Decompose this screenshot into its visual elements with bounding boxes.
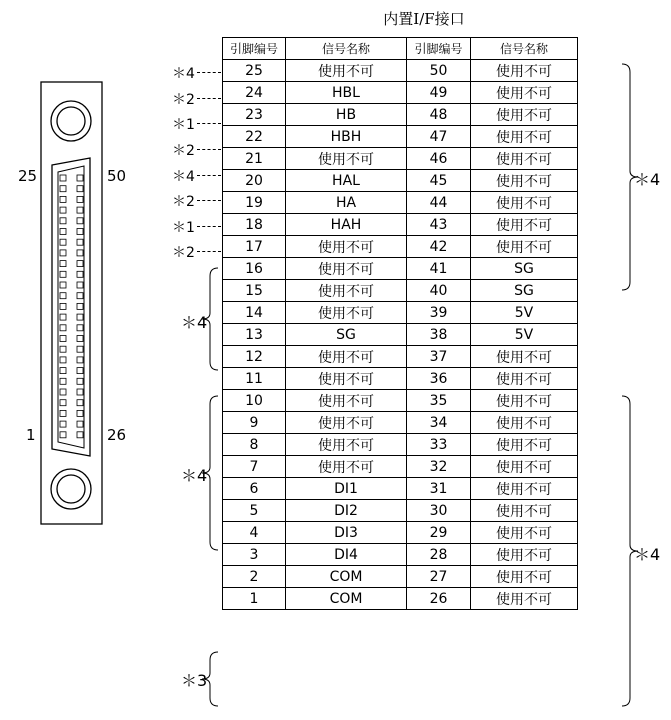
- connector-pin: [77, 303, 83, 309]
- pin-number-cell: 49: [407, 82, 471, 104]
- row-note-label: ＊2: [172, 194, 195, 211]
- signal-name-cell: HBL: [286, 82, 407, 104]
- connector-pin: [77, 325, 83, 331]
- signal-name-cell: 使用不可: [471, 522, 578, 544]
- pin-number-cell: 22: [223, 126, 286, 148]
- pin-number-cell: 10: [223, 390, 286, 412]
- signal-name-cell: 使用不可: [471, 544, 578, 566]
- pin-number-cell: 24: [223, 82, 286, 104]
- signal-name-cell: DI4: [286, 544, 407, 566]
- pin-number-cell: 47: [407, 126, 471, 148]
- connector-pin: [60, 282, 66, 288]
- signal-name-cell: HAH: [286, 214, 407, 236]
- signal-name-cell: SG: [471, 258, 578, 280]
- connector-pin: [77, 378, 83, 384]
- signal-name-cell: SG: [471, 280, 578, 302]
- signal-name-cell: 使用不可: [286, 412, 407, 434]
- pin-number-cell: 11: [223, 368, 286, 390]
- signal-name-cell: 使用不可: [286, 280, 407, 302]
- pin-number-cell: 13: [223, 324, 286, 346]
- signal-name-cell: COM: [286, 588, 407, 610]
- row-note-label: ＊2: [172, 142, 195, 159]
- pin-number-cell: 12: [223, 346, 286, 368]
- signal-name-cell: 使用不可: [286, 434, 407, 456]
- pin-number-cell: 39: [407, 302, 471, 324]
- right-group-label: ＊4: [634, 545, 661, 564]
- pin-label-top-left: 25: [18, 167, 38, 185]
- pin-number-cell: 46: [407, 148, 471, 170]
- connector-pin: [77, 432, 83, 438]
- connector-pin: [60, 325, 66, 331]
- pin-number-cell: 7: [223, 456, 286, 478]
- pin-number-cell: 5: [223, 500, 286, 522]
- screw-bottom-inner-icon: [57, 475, 85, 503]
- screw-top-inner-icon: [57, 107, 85, 135]
- connector-pin: [77, 229, 83, 235]
- signal-name-cell: 使用不可: [471, 500, 578, 522]
- connector-pin: [77, 357, 83, 363]
- pin-number-cell: 2: [223, 566, 286, 588]
- row-note-label: ＊1: [172, 117, 195, 134]
- signal-name-cell: 使用不可: [471, 478, 578, 500]
- pin-number-cell: 19: [223, 192, 286, 214]
- signal-name-cell: HBH: [286, 126, 407, 148]
- signal-name-cell: 使用不可: [286, 368, 407, 390]
- pin-number-cell: 32: [407, 456, 471, 478]
- signal-name-cell: 使用不可: [471, 148, 578, 170]
- pin-number-cell: 17: [223, 236, 286, 258]
- signal-name-cell: HAL: [286, 170, 407, 192]
- connector-pin: [77, 346, 83, 352]
- pin-number-cell: 31: [407, 478, 471, 500]
- signal-name-cell: 使用不可: [471, 346, 578, 368]
- pin-number-cell: 27: [407, 566, 471, 588]
- signal-name-cell: SG: [286, 324, 407, 346]
- right-group-label: ＊4: [634, 170, 661, 189]
- pin-number-cell: 21: [223, 148, 286, 170]
- pin-number-cell: 20: [223, 170, 286, 192]
- connector-pin: [77, 410, 83, 416]
- row-note-label: ＊4: [172, 66, 195, 82]
- signal-name-cell: 使用不可: [471, 104, 578, 126]
- connector-pin: [60, 207, 66, 213]
- connector-pin: [77, 368, 83, 374]
- pin-number-cell: 6: [223, 478, 286, 500]
- connector-pin: [60, 378, 66, 384]
- signal-name-cell: 使用不可: [471, 60, 578, 82]
- left-group-label: ＊3: [181, 671, 208, 690]
- pin-number-cell: 16: [223, 258, 286, 280]
- row-note-label: ＊4: [172, 168, 195, 185]
- connector-pin: [60, 271, 66, 277]
- signal-name-cell: 使用不可: [471, 82, 578, 104]
- signal-name-cell: 使用不可: [471, 588, 578, 610]
- connector-pin: [60, 261, 66, 267]
- connector-pin: [60, 303, 66, 309]
- signal-name-cell: 使用不可: [471, 126, 578, 148]
- signal-name-cell: 使用不可: [471, 368, 578, 390]
- connector-pin: [60, 346, 66, 352]
- pin-number-cell: 15: [223, 280, 286, 302]
- pin-number-cell: 8: [223, 434, 286, 456]
- connector-pin: [60, 293, 66, 299]
- pin-number-cell: 40: [407, 280, 471, 302]
- pin-number-cell: 50: [407, 60, 471, 82]
- connector-pin: [60, 421, 66, 427]
- pin-number-cell: 18: [223, 214, 286, 236]
- connector-pin: [77, 282, 83, 288]
- page-title: 内置I/F接口: [383, 10, 465, 28]
- row-note-label: ＊2: [172, 91, 195, 108]
- connector-pin: [60, 196, 66, 202]
- pin-number-cell: 42: [407, 236, 471, 258]
- connector-pin: [60, 229, 66, 235]
- connector-pin: [77, 314, 83, 320]
- connector-pin: [77, 186, 83, 192]
- connector-pin: [60, 186, 66, 192]
- header-pin-no: 引脚编号: [223, 38, 286, 60]
- signal-name-cell: HB: [286, 104, 407, 126]
- signal-name-cell: 使用不可: [471, 434, 578, 456]
- connector-body: [41, 82, 102, 524]
- signal-name-cell: 使用不可: [286, 302, 407, 324]
- row-note-label: ＊2: [172, 245, 195, 262]
- signal-name-cell: DI2: [286, 500, 407, 522]
- pin-number-cell: 14: [223, 302, 286, 324]
- pin-number-cell: 34: [407, 412, 471, 434]
- signal-name-cell: 使用不可: [471, 170, 578, 192]
- connector-pin: [77, 218, 83, 224]
- signal-name-cell: 使用不可: [471, 412, 578, 434]
- pin-number-cell: 45: [407, 170, 471, 192]
- connector-pin: [60, 357, 66, 363]
- pin-number-cell: 28: [407, 544, 471, 566]
- pin-number-cell: 1: [223, 588, 286, 610]
- signal-name-cell: DI3: [286, 522, 407, 544]
- pin-label-bottom-right: 26: [107, 426, 127, 444]
- row-note-label: ＊1: [172, 219, 195, 236]
- header-signal-name: 信号名称: [471, 38, 578, 60]
- connector-pin: [77, 421, 83, 427]
- pin-number-cell: 44: [407, 192, 471, 214]
- signal-name-cell: 使用不可: [471, 390, 578, 412]
- connector-pin: [77, 271, 83, 277]
- header-pin-no: 引脚编号: [407, 38, 471, 60]
- signal-name-cell: 使用不可: [471, 192, 578, 214]
- pin-number-cell: 3: [223, 544, 286, 566]
- signal-name-cell: COM: [286, 566, 407, 588]
- connector-pin: [60, 314, 66, 320]
- connector-pin: [77, 400, 83, 406]
- left-group-label: ＊4: [181, 313, 208, 332]
- connector-pin: [60, 368, 66, 374]
- connector-pin: [77, 196, 83, 202]
- connector-pin: [60, 250, 66, 256]
- pin-number-cell: 25: [223, 60, 286, 82]
- connector-pin: [77, 175, 83, 181]
- signal-name-cell: 使用不可: [286, 258, 407, 280]
- pin-number-cell: 29: [407, 522, 471, 544]
- left-group-label: ＊4: [181, 466, 208, 485]
- pin-number-cell: 9: [223, 412, 286, 434]
- signal-name-cell: 使用不可: [471, 236, 578, 258]
- signal-name-cell: HA: [286, 192, 407, 214]
- pin-number-cell: 4: [223, 522, 286, 544]
- pin-number-cell: 48: [407, 104, 471, 126]
- connector-pin: [77, 207, 83, 213]
- pin-number-cell: 30: [407, 500, 471, 522]
- pin-number-cell: 41: [407, 258, 471, 280]
- connector-pin: [60, 410, 66, 416]
- connector-pin: [60, 389, 66, 395]
- pin-label-top-right: 50: [107, 167, 127, 185]
- connector-pin: [77, 389, 83, 395]
- connector-pin: [60, 432, 66, 438]
- pin-number-cell: 38: [407, 324, 471, 346]
- signal-name-cell: 使用不可: [286, 60, 407, 82]
- signal-name-cell: 使用不可: [471, 566, 578, 588]
- connector-pin: [77, 293, 83, 299]
- signal-name-cell: DI1: [286, 478, 407, 500]
- signal-name-cell: 使用不可: [286, 148, 407, 170]
- signal-name-cell: 5V: [471, 302, 578, 324]
- pin-number-cell: 43: [407, 214, 471, 236]
- pin-number-cell: 36: [407, 368, 471, 390]
- pin-label-bottom-left: 1: [26, 426, 36, 444]
- signal-name-cell: 使用不可: [471, 214, 578, 236]
- signal-name-cell: 使用不可: [286, 236, 407, 258]
- signal-name-cell: 5V: [471, 324, 578, 346]
- signal-name-cell: 使用不可: [286, 346, 407, 368]
- pin-number-cell: 33: [407, 434, 471, 456]
- pin-number-cell: 23: [223, 104, 286, 126]
- connector-pin: [60, 400, 66, 406]
- signal-name-cell: 使用不可: [286, 456, 407, 478]
- connector-pin: [77, 261, 83, 267]
- pin-number-cell: 37: [407, 346, 471, 368]
- signal-name-cell: 使用不可: [471, 456, 578, 478]
- connector-pin: [77, 239, 83, 245]
- header-signal-name: 信号名称: [286, 38, 407, 60]
- connector-pin: [60, 218, 66, 224]
- connector-pin: [60, 175, 66, 181]
- pin-number-cell: 35: [407, 390, 471, 412]
- connector-pin: [77, 336, 83, 342]
- signal-name-cell: 使用不可: [286, 390, 407, 412]
- connector-pin: [77, 250, 83, 256]
- pin-number-cell: 26: [407, 588, 471, 610]
- connector-pin: [60, 239, 66, 245]
- connector-pin: [60, 336, 66, 342]
